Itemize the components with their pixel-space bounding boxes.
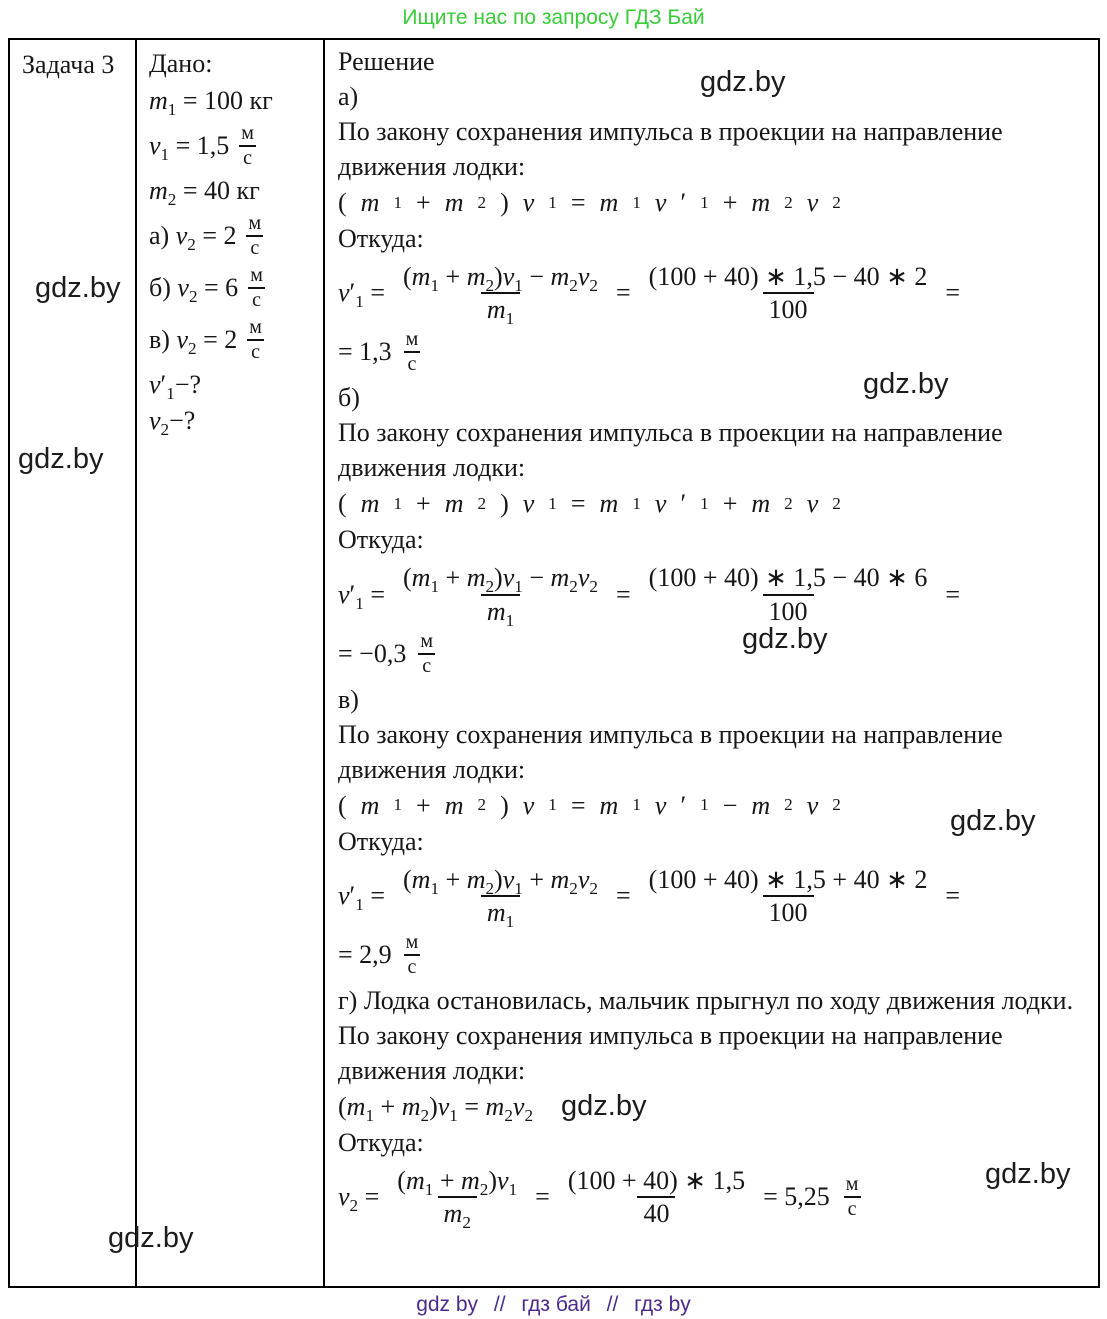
equals-sign: = [945,278,961,308]
fraction-symbolic [397,261,604,329]
footer-separator: // [606,1293,619,1316]
result-value: = 5,25 [763,1182,830,1212]
unit-denominator: с [246,235,263,260]
result-a [338,328,1090,376]
fraction-numeric [643,261,934,325]
given-value: $m_2 = 40$ кг [149,176,260,210]
law-text-a: По закону сохранения импульса в проекции на направление движения лодки: [338,117,1003,181]
fraction-numerator: $(m_1 + m_2)v_1 + m_2v_2$ [402,864,598,898]
otkuda-b: Откуда: [338,525,424,555]
fraction-numeric [643,864,934,928]
unit-fraction [246,264,267,312]
fraction-denominator: 100 [763,895,814,928]
equals-sign: = [945,579,961,609]
unit-numerator: м [241,122,254,144]
fraction-numerator: $(m_1 + m_2)v_1 - m_2v_2$ [402,262,598,296]
footer-separator: // [493,1293,506,1316]
equals-sign: = [945,880,961,910]
formula-lhs: $v'_1$ = [338,880,385,915]
given-row-v2v [149,316,319,364]
unit-denominator: с [247,339,264,364]
unit-denominator: с [418,653,435,678]
fraction-numerator: $(m_1 + m_2)v_1$ [397,1166,518,1200]
fraction-denominator: $m_1$ [481,895,520,928]
unit-numerator: м [845,1173,859,1196]
part-v-label: в) [338,684,359,714]
fraction-symbolic [397,562,604,630]
footer-link-gdz-bai[interactable]: гдз бай [521,1293,591,1316]
equation-b: ( m 1 + m 2 ) v 1 = m 1 v ′ 1 + m 2 v 2 [338,489,841,519]
task-cell [10,40,137,1286]
formula-b [338,562,1090,630]
given-title: Дано: [149,49,213,78]
solution-title: Решение [338,47,435,76]
unit-fraction [245,212,266,260]
given-row-find-v2 [149,404,319,438]
given-value: а) $v_2 = 2$ [149,221,237,255]
equation-a: ( m 1 + m 2 ) v 1 = m 1 v ′ 1 + m 2 v 2 [338,188,841,217]
fraction-denominator: 40 [637,1196,675,1229]
given-cell [137,40,325,1286]
otkuda-g: Откуда: [338,1128,424,1158]
fraction-symbolic [391,1165,523,1233]
fraction-denominator: $m_2$ [438,1196,477,1229]
footer-links [0,1293,1107,1317]
equals-sign: = [535,1182,550,1212]
formula-g [338,1165,1090,1233]
fraction-numeric [643,562,934,626]
fraction-denominator: 100 [763,594,814,627]
unit-numerator: м [250,264,263,286]
gdz-watermark: gdz.by [863,368,949,400]
law-text-v: По закону сохранения импульса в проекции на направление движения лодки: [338,719,1003,784]
unit-denominator: с [248,287,265,312]
result-v [338,931,1090,979]
unit-numerator: м [405,931,419,954]
gdz-watermark: gdz.by [985,1158,1071,1190]
law-text-g: По закону сохранения импульса в проекции на направление движения лодки: [338,1021,1003,1086]
given-value: $v_1 = 1,5$ [149,131,230,165]
unit-fraction [245,316,266,364]
fraction-denominator: $m_1$ [481,292,520,325]
equation-text: $(m_1 + m_2)v_1 = m_2v_2$ [338,1092,534,1126]
result-value: = 2,9 [338,940,392,970]
result-b [338,630,1090,678]
fraction-numerator: (100 + 40) ∗ 1,5 + 40 ∗ 2 [648,864,928,894]
given-value: $v_2-$? [149,406,196,440]
unit-denominator: с [239,145,256,170]
given-value: в) $v_2 = 2$ [149,325,238,359]
given-row-v1 [149,122,319,170]
equation-g [338,1088,1090,1125]
given-value: б) $v_2 = 6$ [149,273,239,307]
solution-table [8,38,1100,1288]
fraction-denominator: 100 [763,292,814,325]
gdz-watermark: gdz.by [18,443,104,475]
equals-sign: = [616,880,631,910]
formula-lhs: $v'_1$ = [338,579,385,613]
fraction-denominator: $m_1$ [481,594,520,627]
equals-sign: = [616,579,631,609]
formula-v [338,864,1090,932]
law-text-b: По закону сохранения импульса в проекции на направление движения лодки: [338,418,1003,483]
gdz-watermark: gdz.by [742,623,828,655]
given-value: $v'_1-$? [149,370,202,404]
unit-numerator: м [420,629,433,652]
solution-cell [325,40,1098,1286]
footer-link-gdz-by-cyr[interactable]: гдз by [634,1293,691,1316]
part-g-intro: г) Лодка остановилась, мальчик прыгнул по ходу движения лодки. [338,986,1074,1016]
task-title: Задача 3 [22,50,115,79]
otkuda-a: Откуда: [338,224,424,253]
given-row-find-v1 [149,368,319,402]
unit-denominator: с [844,1196,861,1221]
given-row-m1 [149,84,319,118]
given-value: $m_1 = 100$ кг [149,86,273,120]
unit-numerator: м [249,316,262,338]
formula-a [338,261,1090,329]
fraction-numerator: (100 + 40) ∗ 1,5 − 40 ∗ 2 [648,262,928,291]
unit-fraction [842,1173,863,1221]
unit-fraction [237,122,258,170]
unit-fraction [402,931,423,979]
fraction-symbolic [397,864,604,932]
formula-lhs: $v'_1$ = [338,278,385,312]
result-value: = −0,3 [338,638,407,668]
promo-banner-text: Ищите нас по запросу ГДЗ Бай [402,6,705,29]
fraction-numerator: $(m_1 + m_2)v_1 - m_2v_2$ [402,563,598,597]
unit-denominator: с [404,351,421,376]
gdz-watermark: gdz.by [561,1090,647,1123]
formula-lhs: $v_2$ = [338,1182,380,1216]
given-row-m2 [149,174,319,208]
footer-link-gdz-by[interactable]: gdz by [416,1293,479,1316]
gdz-watermark: gdz.by [700,66,786,98]
unit-numerator: м [405,328,419,351]
fraction-numerator: (100 + 40) ∗ 1,5 [567,1166,746,1196]
given-row-v2b [149,264,319,312]
unit-fraction [402,328,423,376]
fraction-numerator: (100 + 40) ∗ 1,5 − 40 ∗ 6 [648,563,928,593]
gdz-watermark: gdz.by [35,272,121,304]
gdz-watermark: gdz.by [108,1222,194,1254]
otkuda-v: Откуда: [338,826,424,856]
unit-denominator: с [404,954,421,979]
unit-fraction [416,630,437,678]
part-b-label: б) [338,383,360,413]
unit-numerator: м [248,212,262,234]
fraction-numeric [562,1165,751,1229]
part-a-label: а) [338,82,359,111]
equals-sign: = [616,278,631,308]
equation-v: ( m 1 + m 2 ) v 1 = m 1 v ′ 1 − m 2 v 2 [338,790,841,820]
gdz-watermark: gdz.by [950,805,1036,837]
result-value: = 1,3 [338,337,392,367]
given-row-v2a [149,212,319,260]
